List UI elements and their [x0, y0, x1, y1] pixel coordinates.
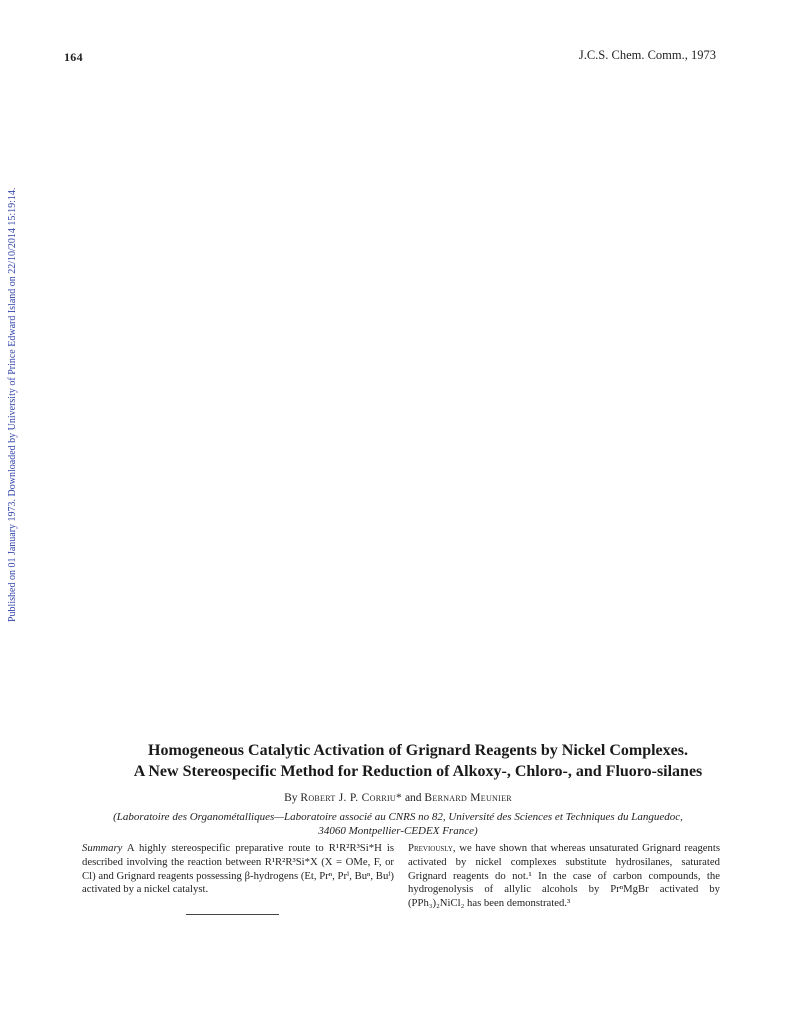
affiliation	[60, 810, 736, 838]
download-watermark: Published on 01 January 1973. Downloaded by University of Prince Edward Island on 22/10/2014 15:19:14.	[7, 187, 18, 622]
summary-column	[82, 842, 394, 897]
page-number: 164	[64, 50, 83, 64]
running-header: J.C.S. Chem. Comm., 1973	[578, 48, 716, 62]
article-title	[40, 740, 796, 782]
affiliation-line-1: (Laboratoire des Organométalliques—Laboratoire associé au CNRS no 82, Université des Sciences et Techniques du Languedoc,	[113, 811, 683, 823]
title-line-2: A New Stereospecific Method for Reduction of Alkoxy-, Chloro-, and Fluoro-silanes	[133, 763, 703, 780]
author-1: Robert J. P. Corriu*	[300, 792, 403, 804]
body-lead: Previously,	[408, 842, 456, 854]
author-2: Bernard Meunier	[424, 792, 512, 804]
summary-lead: Summary	[82, 842, 123, 854]
body-column	[408, 842, 720, 911]
summary-text: A highly stereospecific preparative route to R¹R²R³Si*H is described involving the reaction between R¹R²R³Si*X (X = OMe, F, or Cl) and Grignard reagents possessing β-hydrogens (Et, Prⁿ, Prⁱ, Buⁿ, Buⁱ) activated by a nickel catalyst.	[82, 842, 394, 896]
body-text: we have shown that whereas unsaturated Grignard reagents activated by nickel complexes substitute hydrosilanes, saturated Grignard reagents do not.¹ In the case of carbon compounds, the hydrogenolysis of allylic alcohols by PrⁿMgBr activated by (PPh₃)₂NiCl₂ has been demonstrated.³	[408, 842, 720, 910]
title-line-1: Homogeneous Catalytic Activation of Grignard Reagents by Nickel Complexes.	[148, 742, 688, 759]
byline	[0, 792, 796, 804]
byline-by: By	[284, 792, 298, 804]
byline-and: and	[404, 792, 422, 804]
summary-divider	[186, 914, 279, 915]
affiliation-line-2: 34060 Montpellier-CEDEX France)	[318, 825, 478, 837]
